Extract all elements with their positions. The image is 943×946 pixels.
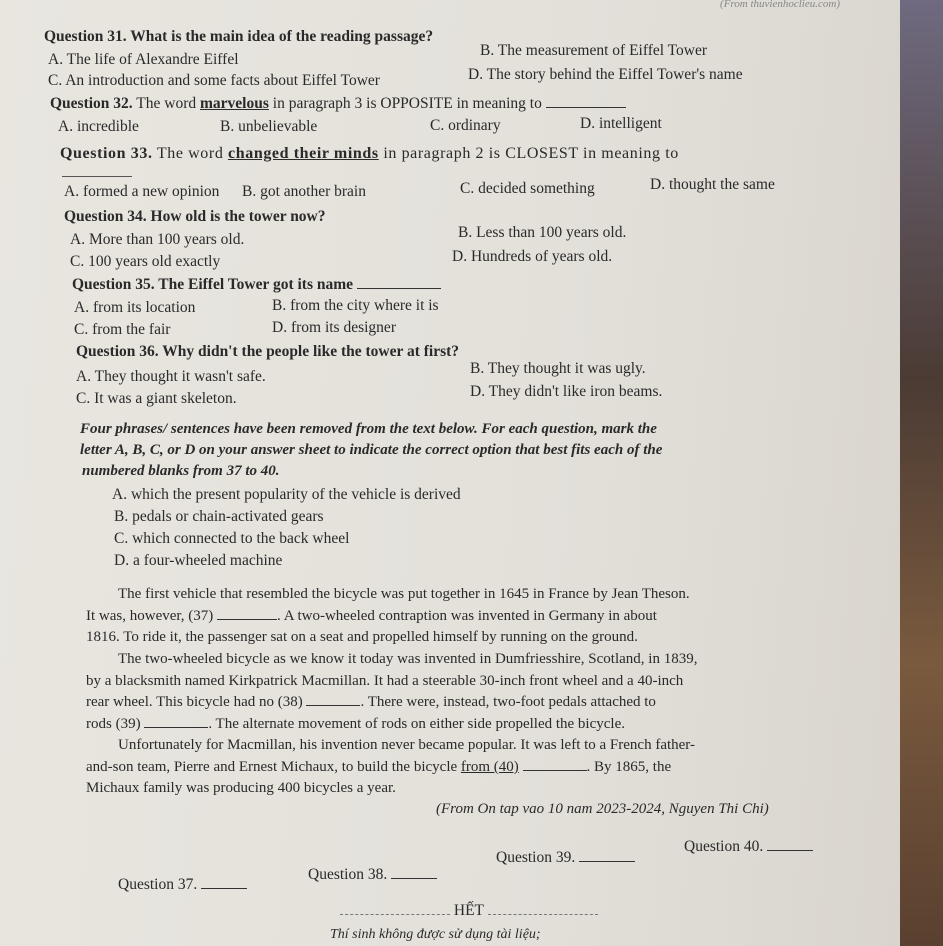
q35-option-d: D. from its designer	[272, 319, 396, 336]
q31-option-d: D. The story behind the Eiffel Tower's name	[468, 66, 743, 83]
q32-option-c: C. ordinary	[430, 117, 501, 134]
q36-option-c: C. It was a giant skeleton.	[76, 390, 237, 407]
passage-line-1: The first vehicle that resembled the bicycle was put together in 1645 in France by Jean Theson.	[118, 586, 690, 602]
q31-option-c: C. An introduction and some facts about Eiffel Tower	[48, 72, 380, 89]
q35-option-b: B. from the city where it is	[272, 297, 439, 314]
option-c: C. which connected to the back wheel	[114, 530, 350, 547]
passage-line-10: Michaux family was producing 400 bicycles a year.	[86, 780, 396, 796]
q32-option-d: D. intelligent	[580, 115, 662, 132]
option-a: A. which the present popularity of the vehicle is derived	[112, 486, 461, 503]
q33-stem: Question 33. The word changed their minds in paragraph 2 is CLOSEST in meaning to	[60, 145, 679, 162]
q32-stem: Question 32. The word marvelous in paragraph 3 is OPPOSITE in meaning to	[50, 95, 626, 113]
q36-option-d: D. They didn't like iron beams.	[470, 383, 663, 400]
q34-stem: Question 34. How old is the tower now?	[64, 208, 326, 225]
q35-option-c: C. from the fair	[74, 321, 171, 338]
q34-option-c: C. 100 years old exactly	[70, 253, 221, 270]
answer-39: Question 39.	[496, 849, 635, 867]
answer-38: Question 38.	[308, 866, 437, 884]
q32-option-a: A. incredible	[58, 118, 139, 135]
q32-option-b: B. unbelievable	[220, 118, 318, 135]
q36-stem: Question 36. Why didn't the people like the tower at first?	[76, 343, 460, 360]
q33-option-a: A. formed a new opinion	[64, 183, 220, 200]
q36-option-a: A. They thought it wasn't safe.	[76, 368, 266, 385]
q31-stem: Question 31. What is the main idea of the reading passage?	[44, 28, 434, 45]
passage-line-8: Unfortunately for Macmillan, his invention never became popular. It was left to a French father-	[118, 737, 696, 753]
q34-option-d: D. Hundreds of years old.	[452, 248, 613, 265]
background-edge	[900, 0, 943, 946]
q33-blank	[62, 166, 132, 177]
passage-line-4: The two-wheeled bicycle as we know it today was invented in Dumfriesshire, Scotland, in 1839,	[118, 651, 698, 667]
q34-option-b: B. Less than 100 years old.	[458, 224, 627, 241]
option-b: B. pedals or chain-activated gears	[114, 508, 324, 525]
passage-line-6: rear wheel. This bicycle had no (38) . There were, instead, two-foot pedals attached to	[86, 694, 656, 710]
passage-line-5: by a blacksmith named Kirkpatrick Macmillan. It had a steerable 30-inch front wheel and a 40-inch	[86, 673, 684, 689]
q36-option-b: B. They thought it was ugly.	[470, 360, 646, 377]
passage-line-7: rods (39) . The alternate movement of rods on either side propelled the bicycle.	[86, 716, 625, 732]
q33-option-d: D. thought the same	[650, 176, 775, 193]
q35-stem: Question 35. The Eiffel Tower got its name	[72, 276, 441, 294]
q34-option-a: A. More than 100 years old.	[70, 231, 245, 248]
passage-line-2: It was, however, (37) . A two-wheeled contraption was invented in Germany in about	[86, 608, 657, 624]
q33-option-c: C. decided something	[460, 180, 595, 197]
passage-line-3: 1816. To ride it, the passenger sat on a seat and propelled himself by running on the ground.	[86, 629, 638, 645]
watermark: (From thuvienhoclieu.com)	[720, 0, 840, 10]
q31-option-a: A. The life of Alexandre Eiffel	[48, 51, 239, 68]
answer-37: Question 37.	[118, 876, 247, 894]
q33-option-b: B. got another brain	[242, 183, 366, 200]
end-marker: HẾT	[340, 902, 598, 920]
q31-option-b: B. The measurement of Eiffel Tower	[480, 42, 708, 59]
instructions-line-2: letter A, B, C, or D on your answer sheet to indicate the correct option that best fits each of the	[80, 442, 663, 458]
answer-40: Question 40.	[684, 838, 813, 856]
passage-line-9: and-son team, Pierre and Ernest Michaux, to build the bicycle from (40) . By 1865, the	[86, 759, 672, 775]
instructions-line-1: Four phrases/ sentences have been removed from the text below. For each question, mark the	[80, 421, 657, 437]
option-d: D. a four-wheeled machine	[114, 552, 283, 569]
instructions-line-3: numbered blanks from 37 to 40.	[82, 463, 280, 479]
footer-note: Thí sinh không được sử dụng tài liệu;	[330, 927, 541, 942]
q35-option-a: A. from its location	[74, 299, 196, 316]
passage-source: (From On tap vao 10 nam 2023-2024, Nguyen Thi Chi)	[436, 801, 769, 817]
